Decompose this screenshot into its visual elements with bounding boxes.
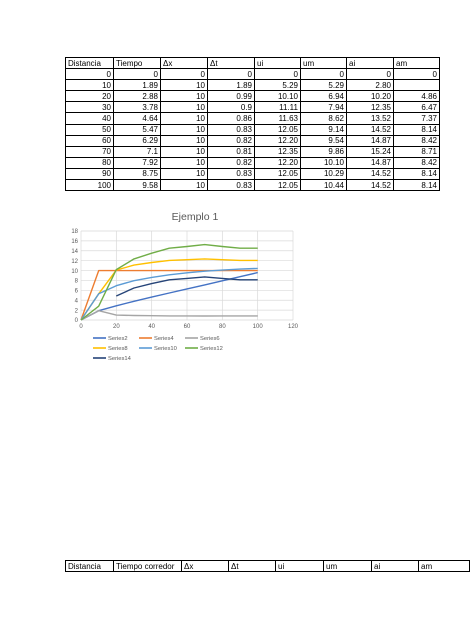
y-tick-label: 18 — [71, 229, 78, 236]
table-cell: 9.58 — [114, 180, 161, 191]
legend-label: Series2 — [108, 336, 128, 343]
bottom-column-header-1: Tiempo corredor — [114, 561, 182, 572]
y-tick-label: 4 — [74, 298, 78, 305]
table-cell: 12.20 — [255, 157, 301, 168]
x-tick-label: 80 — [218, 324, 226, 330]
table-cell: 10 — [66, 80, 114, 91]
table-cell: 8.14 — [394, 124, 440, 135]
table-cell: 80 — [66, 157, 114, 168]
table-cell: 0.83 — [208, 180, 255, 191]
legend-label: Series4 — [154, 336, 174, 343]
table-cell: 70 — [66, 146, 114, 157]
table-cell: 10 — [161, 113, 208, 124]
chart-svg — [63, 203, 304, 383]
bottom-column-header-7: am — [419, 561, 470, 572]
table-cell: 10.20 — [347, 91, 394, 102]
table-cell: 12.05 — [255, 168, 301, 179]
table-cell: 10 — [161, 180, 208, 191]
legend-label: Series12 — [200, 346, 223, 353]
table-cell: 0.83 — [208, 124, 255, 135]
table-cell: 1.89 — [114, 80, 161, 91]
table-header-row — [66, 58, 440, 69]
table-cell: 0.99 — [208, 91, 255, 102]
table-cell: 12.35 — [347, 102, 394, 113]
table-cell: 6.47 — [394, 102, 440, 113]
table-row — [66, 113, 440, 124]
table-cell: 11.11 — [255, 102, 301, 113]
table-cell — [394, 80, 440, 91]
table-cell: 0 — [347, 69, 394, 80]
table-cell: 14.87 — [347, 157, 394, 168]
table-cell: 8.14 — [394, 168, 440, 179]
legend-label: Series8 — [108, 346, 128, 353]
table-cell: 8.42 — [394, 135, 440, 146]
table-cell: 9.14 — [301, 124, 347, 135]
table-cell: 0.82 — [208, 157, 255, 168]
table-cell: 0 — [114, 69, 161, 80]
table-cell: 4.64 — [114, 113, 161, 124]
table-cell: 8.42 — [394, 157, 440, 168]
x-tick-label: 20 — [112, 324, 120, 330]
table-cell: 90 — [66, 168, 114, 179]
chart-title: Ejemplo 1 — [171, 211, 219, 223]
bottom-column-header-3: Δt — [229, 561, 276, 572]
table-row — [66, 69, 440, 80]
table-cell: 1.89 — [208, 80, 255, 91]
table-cell: 60 — [66, 135, 114, 146]
table-cell: 7.92 — [114, 157, 161, 168]
table-cell: 15.24 — [347, 146, 394, 157]
table-cell: 8.75 — [114, 168, 161, 179]
table-cell: 8.71 — [394, 146, 440, 157]
table-cell: 10 — [161, 80, 208, 91]
table-cell: 0 — [394, 69, 440, 80]
table-cell: 40 — [66, 113, 114, 124]
bottom-column-header-2: Δx — [182, 561, 229, 572]
table-cell: 30 — [66, 102, 114, 113]
table-cell: 10.29 — [301, 168, 347, 179]
bottom-column-header-4: ui — [276, 561, 324, 572]
table-cell: 0 — [66, 69, 114, 80]
table-row — [66, 146, 440, 157]
legend-label: Series10 — [154, 346, 177, 353]
y-tick-label: 10 — [71, 268, 78, 275]
column-header-6: ai — [347, 58, 394, 69]
y-tick-label: 14 — [71, 248, 78, 255]
table-cell: 11.63 — [255, 113, 301, 124]
table-row — [66, 157, 440, 168]
bottom-table — [65, 560, 470, 572]
y-tick-label: 0 — [74, 318, 78, 325]
bottom-column-header-6: ai — [372, 561, 419, 572]
column-header-4: ui — [255, 58, 301, 69]
y-tick-label: 6 — [74, 288, 78, 295]
bottom-table-header-row — [66, 561, 470, 572]
table-cell: 3.78 — [114, 102, 161, 113]
table-cell: 5.29 — [255, 80, 301, 91]
x-tick-label: 120 — [287, 324, 299, 330]
table-cell: 14.52 — [347, 124, 394, 135]
table-cell: 10.10 — [255, 91, 301, 102]
column-header-1: Tiempo — [114, 58, 161, 69]
table-cell: 2.80 — [347, 80, 394, 91]
y-tick-label: 16 — [71, 239, 78, 246]
table-cell: 5.29 — [301, 80, 347, 91]
legend-label: Series6 — [200, 336, 220, 343]
y-tick-label: 12 — [71, 258, 78, 265]
table-cell: 0.86 — [208, 113, 255, 124]
table-cell: 0 — [161, 69, 208, 80]
table-cell: 0.83 — [208, 168, 255, 179]
table-cell: 6.29 — [114, 135, 161, 146]
table-cell: 8.14 — [394, 180, 440, 191]
table-cell: 12.35 — [255, 146, 301, 157]
table-row — [66, 180, 440, 191]
table-cell: 50 — [66, 124, 114, 135]
table-cell: 5.47 — [114, 124, 161, 135]
table-cell: 10 — [161, 91, 208, 102]
table-cell: 20 — [66, 91, 114, 102]
bottom-column-header-0: Distancia — [66, 561, 114, 572]
table-cell: 4.86 — [394, 91, 440, 102]
table-cell: 10 — [161, 157, 208, 168]
column-header-3: Δt — [208, 58, 255, 69]
table-cell: 10 — [161, 124, 208, 135]
y-tick-label: 8 — [74, 278, 78, 285]
table-cell: 10.10 — [301, 157, 347, 168]
table-cell: 12.05 — [255, 180, 301, 191]
table-row — [66, 80, 440, 91]
table-cell: 0.9 — [208, 102, 255, 113]
x-tick-label: 100 — [252, 324, 263, 330]
x-tick-label: 40 — [148, 324, 156, 330]
column-header-5: um — [301, 58, 347, 69]
table-cell: 10 — [161, 102, 208, 113]
table-cell: 14.52 — [347, 168, 394, 179]
y-tick-label: 2 — [74, 308, 78, 315]
table-cell: 9.54 — [301, 135, 347, 146]
x-tick-label: 60 — [183, 324, 191, 330]
table-row — [66, 135, 440, 146]
table-cell: 6.94 — [301, 91, 347, 102]
table-cell: 0.81 — [208, 146, 255, 157]
series-line-series6 — [81, 311, 258, 320]
table-cell: 14.52 — [347, 180, 394, 191]
chart — [63, 203, 304, 383]
table-cell: 7.37 — [394, 113, 440, 124]
table-cell: 12.05 — [255, 124, 301, 135]
table-cell: 12.20 — [255, 135, 301, 146]
legend-label: Series14 — [108, 356, 131, 363]
table-cell: 10 — [161, 168, 208, 179]
table-cell: 2.88 — [114, 91, 161, 102]
table-cell: 0 — [208, 69, 255, 80]
bottom-column-header-5: um — [324, 561, 372, 572]
column-header-2: Δx — [161, 58, 208, 69]
table-row — [66, 124, 440, 135]
data-table — [65, 57, 440, 191]
column-header-7: am — [394, 58, 440, 69]
table-cell: 9.86 — [301, 146, 347, 157]
table-cell: 0 — [301, 69, 347, 80]
column-header-0: Distancia — [66, 58, 114, 69]
table-row — [66, 91, 440, 102]
table-cell: 13.52 — [347, 113, 394, 124]
table-cell: 10 — [161, 146, 208, 157]
table-cell: 0.82 — [208, 135, 255, 146]
table-row — [66, 168, 440, 179]
x-tick-label: 0 — [79, 324, 83, 330]
table-row — [66, 102, 440, 113]
table-cell: 100 — [66, 180, 114, 191]
table-cell: 8.62 — [301, 113, 347, 124]
table-cell: 0 — [255, 69, 301, 80]
table-cell: 10.44 — [301, 180, 347, 191]
table-cell: 7.1 — [114, 146, 161, 157]
table-cell: 7.94 — [301, 102, 347, 113]
table-cell: 14.87 — [347, 135, 394, 146]
table-cell: 10 — [161, 135, 208, 146]
